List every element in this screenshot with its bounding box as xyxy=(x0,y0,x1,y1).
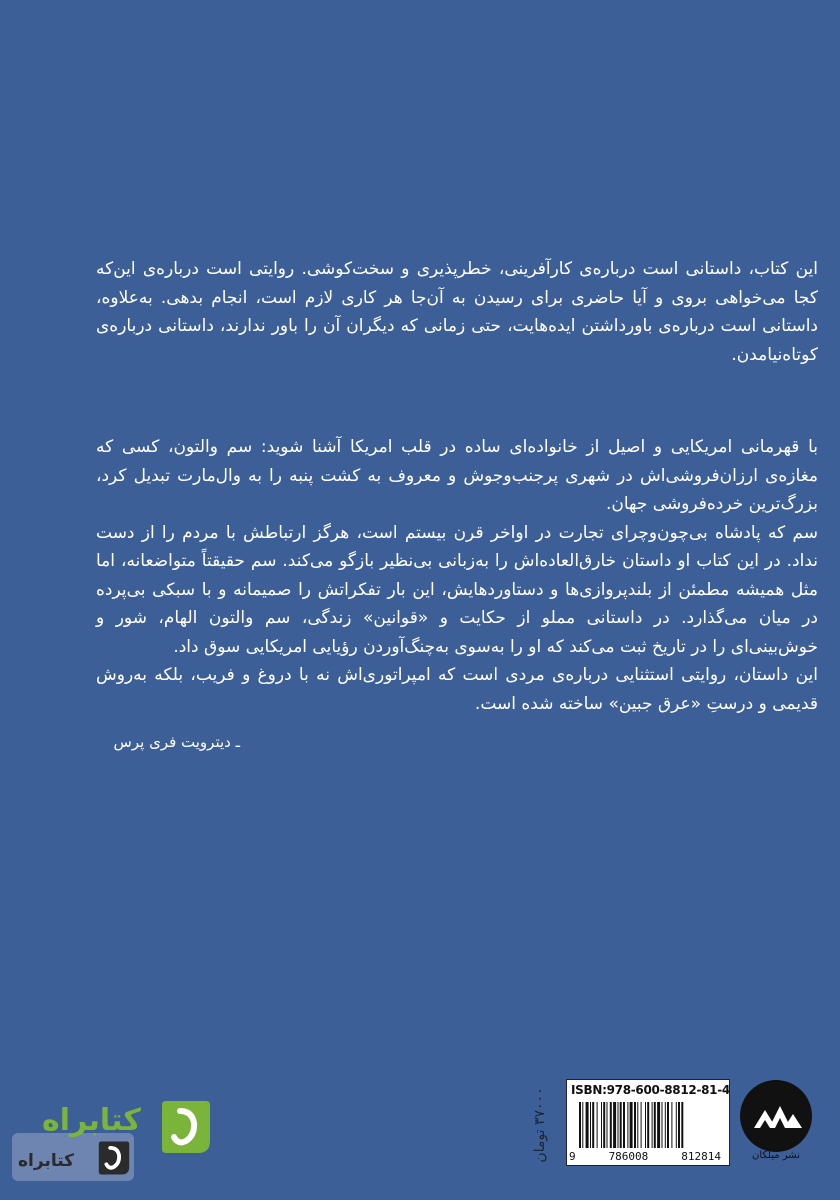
barcode-bar xyxy=(590,1102,591,1148)
barcode-digit-first: 9 xyxy=(569,1150,576,1163)
barcode-bar xyxy=(654,1102,656,1148)
barcode-bar xyxy=(681,1102,683,1148)
barcode-bar xyxy=(634,1102,636,1148)
barcode-bar xyxy=(662,1102,663,1148)
barcode-icon xyxy=(577,1102,719,1148)
publisher-name: نشر میلکان xyxy=(752,1150,800,1161)
barcode-bar xyxy=(601,1102,602,1148)
ketabrah-small-logo-icon xyxy=(96,1139,132,1177)
isbn-number: ISBN:978-600-8812-81-4 xyxy=(571,1083,730,1097)
barcode-bar xyxy=(582,1102,583,1148)
barcode-bar xyxy=(592,1102,594,1148)
ketabrah-logo-icon xyxy=(158,1097,214,1157)
ketabrah-watermark xyxy=(12,1095,212,1190)
barcode-bar xyxy=(620,1102,622,1148)
barcode-bar xyxy=(586,1102,589,1148)
barcode-bar xyxy=(597,1102,598,1148)
barcode-bar xyxy=(665,1102,666,1148)
barcode-bar xyxy=(630,1102,633,1148)
barcode-bar xyxy=(579,1102,581,1148)
barcode-bar xyxy=(607,1102,608,1148)
barcode-bar xyxy=(610,1102,612,1148)
barcode-bar xyxy=(641,1102,642,1148)
barcode-bar xyxy=(603,1102,605,1148)
barcode-bar xyxy=(637,1102,638,1148)
barcode-digits-left: 786008 xyxy=(608,1150,649,1163)
isbn-barcode xyxy=(566,1079,730,1166)
description-paragraph-1: این کتاب، داستانی است درباره‌ی کارآفرینی، خطرپذیری و سخت‌کوشی. روایتی است درباره‌ی این‌که کجا می‌خواهی بروی و آیا حاضری برای رسیدن به آن‌جا هر کاری لازم است، انجام بدهی. به‌علاوه، داستانی است درباره‌ی باورداشتن ایده‌هایت، حتی زمانی که دیگران آن را باور ندارند، داستانی درباره‌ی کوتاه‌نیامدن. xyxy=(96,259,818,365)
barcode-bar xyxy=(676,1102,677,1148)
review-source: ـ دیترویت فری پرس xyxy=(113,733,240,751)
barcode-bar xyxy=(613,1102,616,1148)
barcode-bar xyxy=(645,1102,646,1148)
watermark-sub-text: کتابراه xyxy=(18,1151,75,1171)
barcode-bar xyxy=(647,1102,649,1148)
price-label xyxy=(515,1080,565,1170)
barcode-bar xyxy=(657,1102,660,1148)
barcode-bar xyxy=(671,1102,672,1148)
price-text: ۳۷۰۰۰ تومان xyxy=(532,1087,548,1163)
description-intro xyxy=(96,255,818,369)
barcode-bar xyxy=(652,1102,653,1148)
description-body xyxy=(96,433,818,718)
barcode-bar xyxy=(623,1102,625,1148)
barcode-digits-right: 812814 xyxy=(681,1150,721,1163)
description-paragraph-4: این داستان، روایتی استثنایی درباره‌ی مردی است که امپراتوری‌اش نه با دروغ و فریب، بلکه به‌روش قدیمی و درستِ «عرق جبین» ساخته شده است. xyxy=(96,665,818,714)
description-paragraph-3: سم که پادشاه بی‌چون‌وچرای تجارت در اواخر قرن بیستم است، هرگز ارتباطش با مردم را از دست نداد. در این کتاب او داستان خارق‌العاده‌اش را به‌زبانی بی‌نظیر بازگو می‌کند. سم حقیقتاً متواضعانه، اما مثل همیشه مطمئن از بلندپروازی‌ها و دستاوردهایش، این بار تفکراتش را صمیمانه و با سبکی بی‌پرده در میان می‌گذارد. در داستانی مملو از حکایت و «قوانین» زندگی، سم والتون الهام، شور و خوش‌بینی‌ای را در تاریخ ثبت می‌کند که او را به‌سوی به‌چنگ‌آوردن رؤیایی امریکایی سوق داد. xyxy=(96,522,818,657)
barcode-bar xyxy=(678,1102,680,1148)
barcode-bar xyxy=(667,1102,669,1148)
description-paragraph-2: با قهرمانی امریکایی و اصیل از خانواده‌ای ساده در قلب امریکا آشنا شوید: سم والتون، کسی که مغازه‌ی ارزان‌فروشی‌اش در شهری پرجنب‌وجوش و معروف به کشت پنبه را به وال‌مارت تبدیل کرد، بزرگ‌ترین خرده‌فروشی جهان. xyxy=(96,437,818,514)
watermark-main-text: کتابراه xyxy=(42,1103,141,1138)
barcode-digits xyxy=(569,1150,727,1163)
barcode-bar xyxy=(618,1102,619,1148)
barcode-bar xyxy=(627,1102,628,1148)
